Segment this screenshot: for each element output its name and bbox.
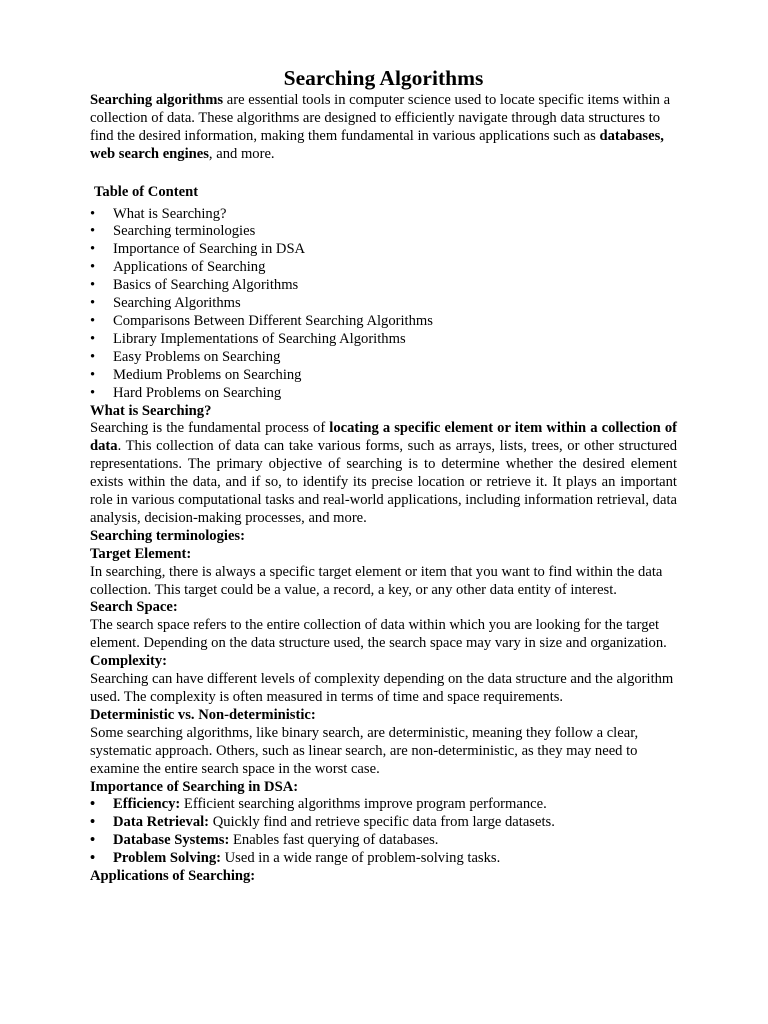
toc-item: • Importance of Searching in DSA (90, 241, 677, 259)
search-space-paragraph: The search space refers to the entire collection of data within which you are looking for the target element. Depending on the data structure used, the search space may vary in size and organization. (90, 617, 667, 652)
what-is-searching-paragraph (90, 420, 677, 527)
importance-label: Data Retrieval: (113, 814, 210, 831)
intro-bold-term: Searching algorithms (90, 92, 224, 108)
deterministic-paragraph: Some searching algorithms, like binary search, are deterministic, meaning they follow a clear, systematic approach. Others, such as linear search, are non-deterministic, as they may need to examine the entire search space in the worst case. (90, 724, 639, 777)
toc-item: • Library Implementations of Searching Algorithms (90, 331, 677, 349)
list-item (90, 796, 677, 814)
list-item (90, 814, 677, 832)
section-heading-importance: Importance of Searching in DSA: (90, 778, 299, 795)
target-element-paragraph: In searching, there is always a specific target element or item that you want to find within the data collection. This target could be a value, a record, a key, or any other data entity of interest. (90, 563, 663, 598)
toc-item: • Easy Problems on Searching (90, 349, 677, 367)
what-is-text: Searching is the fundamental process of (90, 420, 330, 437)
toc-list (90, 206, 677, 403)
section-heading-what-is-searching: What is Searching? (90, 402, 212, 419)
intro-paragraph (90, 92, 677, 164)
list-item (90, 850, 677, 868)
document-body (90, 66, 677, 886)
list-item (90, 832, 677, 850)
subheading-target-element: Target Element: (90, 545, 192, 562)
intro-text: are essential tools in computer science used to locate specific items within a collection of data. These algorithms are designed to efficiently navigate through data structures to find the desired information, making them fundamental in various applications such as (90, 92, 671, 144)
importance-label: Problem Solving: (113, 850, 221, 867)
importance-label: Database Systems: (113, 832, 230, 849)
subheading-search-space: Search Space: (90, 599, 178, 616)
importance-text: Efficient searching algorithms improve program performance. (180, 796, 547, 813)
what-is-bold: locating a specific element or item within a collection of data (90, 420, 678, 455)
toc-item: • Comparisons Between Different Searching Algorithms (90, 313, 677, 331)
importance-label: Efficiency: (113, 796, 181, 813)
section-heading-applications: Applications of Searching: (90, 868, 256, 885)
importance-text: Enables fast querying of databases. (229, 832, 439, 849)
complexity-paragraph: Searching can have different levels of complexity depending on the data structure and the algorithm used. The complexity is often measured in terms of time and space requirements. (90, 671, 674, 705)
toc-title: Table of Content (94, 183, 199, 200)
what-is-text-end: . This collection of data can take various forms, such as arrays, lists, trees, or other structured representations. The primary objective of searching is to determine whether the desired element exists within the data, and if so, to identify its precise location or retrieve it. It plays an important role in various computational tasks and real-world applications, including information retrieval, data analysis, decision-making processes, and more. (90, 438, 677, 526)
subheading-complexity: Complexity: (90, 653, 168, 670)
importance-text: Used in a wide range of problem-solving tasks. (220, 850, 501, 867)
toc-item: • Hard Problems on Searching (90, 385, 677, 403)
importance-list (90, 796, 677, 868)
intro-text-end: , and more. (208, 145, 275, 162)
toc-item: • Basics of Searching Algorithms (90, 277, 677, 295)
intro-bold-examples: databases, web search engines (90, 127, 664, 162)
subheading-deterministic: Deterministic vs. Non-deterministic: (90, 706, 316, 723)
importance-text: Quickly find and retrieve specific data from large datasets. (209, 814, 555, 831)
toc-item: • Applications of Searching (90, 259, 677, 277)
toc-item: • Searching terminologies (90, 223, 677, 241)
page-title: Searching Algorithms (283, 66, 484, 90)
toc-item: • Medium Problems on Searching (90, 367, 677, 385)
section-heading-terminologies: Searching terminologies: (90, 527, 245, 544)
toc-item: • What is Searching? (90, 206, 677, 224)
toc-item: • Searching Algorithms (90, 295, 677, 313)
